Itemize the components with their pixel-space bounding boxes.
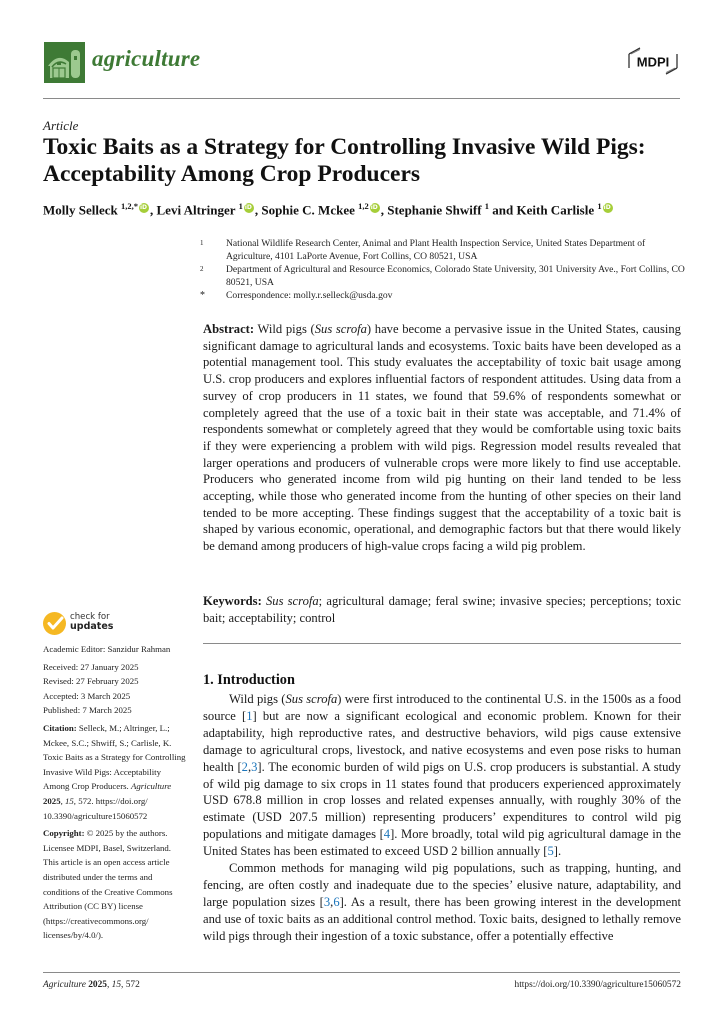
- checkmark-icon: [43, 612, 66, 635]
- citation-line: Mckee, S.C.; Shwiff, S.; Carlisle, K.: [43, 737, 172, 748]
- academic-editor: Academic Editor: Sanzidur Rahman: [43, 644, 171, 654]
- text-segment: ]. The economic burden of wild pigs on U.S. crop producers is substantial. A study of wild pig damage to six crops in 11 states found that producers experienced approximately USD 678.8 million in crop losses and related expenses annually, with roughly 30% of the estimate (USD 207.5 million) representing producers’ expenditures to control wild pig populations and mitigate damages [: [203, 759, 681, 842]
- citation-doi-link[interactable]: , 572. https://doi.org/: [73, 795, 148, 806]
- citation-volume: 15: [65, 795, 74, 806]
- text-segment: ]. More broadly, total wild pig agricultural damage in the United States has been estimated to exceed USD 2 billion annually [: [203, 827, 681, 859]
- date-line: Published: 7 March 2025: [43, 705, 132, 716]
- copyright-line: Attribution (CC BY) license: [43, 901, 143, 912]
- abstract-divider: [203, 643, 681, 644]
- affiliation-mark: *: [200, 290, 205, 301]
- paragraph: [203, 691, 681, 860]
- check-updates-line1: check for: [70, 612, 110, 622]
- keyword: agricultural damage: [326, 594, 428, 608]
- orcid-icon[interactable]: [139, 203, 149, 213]
- mdpi-hexagon-icon: [626, 46, 680, 76]
- affiliation-item: [200, 289, 690, 302]
- text-segment: ,: [247, 759, 252, 774]
- check-updates-text: [70, 612, 113, 632]
- abstract-segment: Wild pigs (: [254, 322, 315, 336]
- keyword: feral swine: [435, 594, 493, 608]
- orcid-icon[interactable]: [370, 203, 380, 213]
- abstract-segment: ) have become a pervasive issue in the United States, causing significant damage to agricultural lands and ecosystems. Toxic baits have been developed as a potential management tool. This study evaluates the acceptability of toxic bait usage among U.S. crop producers and explores influential factors of respondent attitudes. Using data from a survey of crop producers in 11 states, we found that 59.6% of respondents somewhat or completely agreed that the use of a toxic bait in their state was acceptable, and 71.4% of respondents somewhat or completely agreed that they would be comfortable using toxic baits if they were experiencing a problem with wild pigs. Regression model results revealed that larger operations and producers of vulnerable crops were more likely to find use acceptable. Producers who generated income from wild pig hunting on their land tended to be less accepting, while those who generated income from the hunting of other species on their land tended to be more accepting. These findings suggest that the acceptability of a toxic bait is shaped by various economic, operational, and demographic factors but that there would likely be demand among producers of high-value crops facing a wild pig problem.: [203, 322, 681, 554]
- affiliation-text: Correspondence: molly.r.selleck@usda.gov: [226, 290, 393, 301]
- keyword: invasive species: [499, 594, 583, 608]
- reference-link[interactable]: 3: [323, 894, 331, 909]
- keyword: control: [299, 610, 336, 625]
- citation-label: Citation:: [43, 722, 77, 733]
- affiliation-item: [200, 237, 690, 263]
- copyright-line: Licensee MDPI, Basel, Switzerland.: [43, 842, 172, 853]
- check-for-updates-button[interactable]: [43, 611, 143, 637]
- affiliation-text: Department of Agricultural and Resource Economics, Colorado State University, 301 University Ave., Fort Collins, CO 80521, USA: [226, 264, 685, 288]
- citation-line: Citation: Selleck, M.; Altringer, L.;: [43, 722, 170, 733]
- date-line: Received: 27 January 2025: [43, 661, 139, 672]
- article-title: Toxic Baits as a Strategy for Controlling Invasive Wild Pigs: Acceptability Among Crop Producers: [43, 134, 646, 187]
- species-name: Sus scrofa: [314, 322, 367, 336]
- affiliations: [200, 237, 690, 302]
- reference-link[interactable]: 5: [547, 844, 554, 859]
- citation-doi-link[interactable]: 10.3390/agriculture15060572: [43, 810, 148, 821]
- author-name[interactable]: Molly Selleck: [43, 202, 118, 218]
- footer-doi-link[interactable]: https://doi.org/10.3390/agriculture15060572: [514, 980, 681, 990]
- license-link[interactable]: (https://creativecommons.org/: [43, 915, 149, 926]
- text-segment: Wild pigs (: [229, 692, 286, 706]
- abstract-label: Abstract:: [203, 322, 255, 336]
- affiliation-mark: 1: [200, 239, 204, 247]
- author-list: Molly Selleck $^{1,2,*}$ iD , Levi Altringer $^1$ iD , Sophie C. Mckee $^{1,2}$ iD , Stephanie Shwiff $^1$ and Keith Carlisle $^1$iD: [43, 201, 614, 218]
- orcid-icon[interactable]: [603, 203, 613, 213]
- copyright: [43, 826, 193, 943]
- keywords-label: Keywords:: [203, 594, 262, 608]
- citation: [43, 721, 193, 823]
- species-name: Sus scrofa: [285, 692, 338, 706]
- barn-icon: [44, 42, 85, 83]
- footer-citation: Agriculture 2025, 15, 572: [43, 980, 140, 990]
- affiliation-text: National Wildlife Research Center, Animal and Plant Health Inspection Service, United States Department of Agriculture, 4101 LaPorte Avenue, Fort Collins, CO 80521, USA: [226, 238, 646, 262]
- affiliation-mark: 2: [200, 265, 204, 273]
- author-affiliation-mark: 1,2: [358, 201, 369, 211]
- author-affiliation-mark: 1,2,*: [121, 201, 138, 211]
- date-line: Revised: 27 February 2025: [43, 676, 139, 687]
- paragraph: [203, 860, 681, 945]
- journal-logo[interactable]: [44, 42, 85, 83]
- citation-line: Invasive Wild Pigs: Acceptability: [43, 766, 161, 777]
- text-segment: ] but are now a significant ecological and economic problem. Known for their adaptability, high reproductive rates, and destructive behaviors, wild pigs cause extensive damage to agricultural crops, livestock, and native ecosystems and even pose risks to human health [: [203, 708, 681, 774]
- text-segment: ,: [330, 894, 334, 909]
- journal-name[interactable]: agriculture: [92, 46, 201, 71]
- author-affiliation-mark: 1: [484, 201, 490, 211]
- text-segment: ]. As a result, there has been growing interest in the development and use of toxic baits as an additional control method. Toxic baits, designed to lethally remove wild pigs through their ingestion of a toxic substance, offer a potentially effective: [203, 894, 681, 943]
- date-line: Accepted: 3 March 2025: [43, 690, 131, 701]
- text-segment: ) were first introduced to the continental U.S. in the 1500s as a food source [: [203, 692, 681, 723]
- keywords: [203, 593, 681, 626]
- text-segment: Common methods for managing wild pig populations, such as trapping, hunting, and fencing, are often costly and inadequate due to the species’ elusive nature, adaptability, and large population sizes [: [203, 861, 681, 909]
- copyright-line: This article is an open access article: [43, 857, 170, 868]
- keyword: perceptions: [590, 594, 649, 608]
- mdpi-logo-text: MDPI: [636, 54, 670, 70]
- citation-year: 2025: [43, 795, 61, 806]
- affiliation-item: [200, 263, 690, 289]
- abstract: [203, 321, 681, 555]
- text-segment: ].: [553, 844, 562, 859]
- reference-link[interactable]: 3: [251, 759, 258, 774]
- section-heading: 1. Introduction: [203, 672, 295, 688]
- reference-link[interactable]: 2: [241, 759, 248, 774]
- reference-link[interactable]: 1: [246, 708, 253, 723]
- citation-journal: Agriculture: [130, 781, 172, 792]
- reference-link[interactable]: 6: [333, 894, 340, 909]
- citation-line: Among Crop Producers. Agriculture: [43, 781, 172, 792]
- citation-line: 2025, 15, 572. https://doi.org/: [43, 795, 148, 806]
- footer-year: 2025: [88, 980, 107, 990]
- orcid-icon[interactable]: [244, 203, 254, 213]
- footer-article-number: 572: [125, 980, 140, 990]
- article-type: Article: [43, 118, 79, 133]
- reference-link[interactable]: 4: [383, 827, 391, 842]
- author-name[interactable]: Keith Carlisle: [516, 202, 595, 218]
- abstract-text: [203, 322, 681, 553]
- author-affiliation-mark: 1: [597, 201, 602, 211]
- copyright-label: Copyright:: [43, 828, 85, 839]
- footer-volume: 15: [111, 980, 122, 990]
- check-updates-line2: updates: [70, 621, 114, 632]
- keyword: acceptability: [228, 610, 293, 625]
- copyright-line: distributed under the terms and: [43, 871, 153, 882]
- copyright-line: Copyright: © 2025 by the authors.: [43, 828, 168, 839]
- license-link[interactable]: licenses/by/4.0/).: [43, 930, 104, 941]
- author-affiliation-mark: 1: [238, 201, 243, 211]
- author-name[interactable]: Levi Altringer: [156, 202, 236, 218]
- mdpi-logo[interactable]: [626, 46, 680, 76]
- copyright-line: conditions of the Creative Commons: [43, 886, 173, 897]
- header-divider: [43, 98, 680, 99]
- citation-line: Toxic Baits as a Strategy for Controlling: [43, 752, 186, 763]
- section-body: [203, 691, 681, 945]
- keyword: toxic bait: [203, 594, 682, 625]
- article-info-sidebar: [43, 642, 193, 946]
- author-name[interactable]: Stephanie Shwiff: [387, 202, 482, 218]
- footer-journal: Agriculture: [43, 980, 86, 990]
- footer-divider: [43, 972, 680, 973]
- keyword: Sus scrofa: [265, 594, 319, 608]
- publication-dates: [43, 660, 193, 718]
- keywords-text: Sus scrofa; agricultural damage; feral swine; invasive species; perceptions; toxic bait; acceptability; control: [203, 594, 682, 625]
- author-name[interactable]: Sophie C. Mckee: [261, 202, 355, 218]
